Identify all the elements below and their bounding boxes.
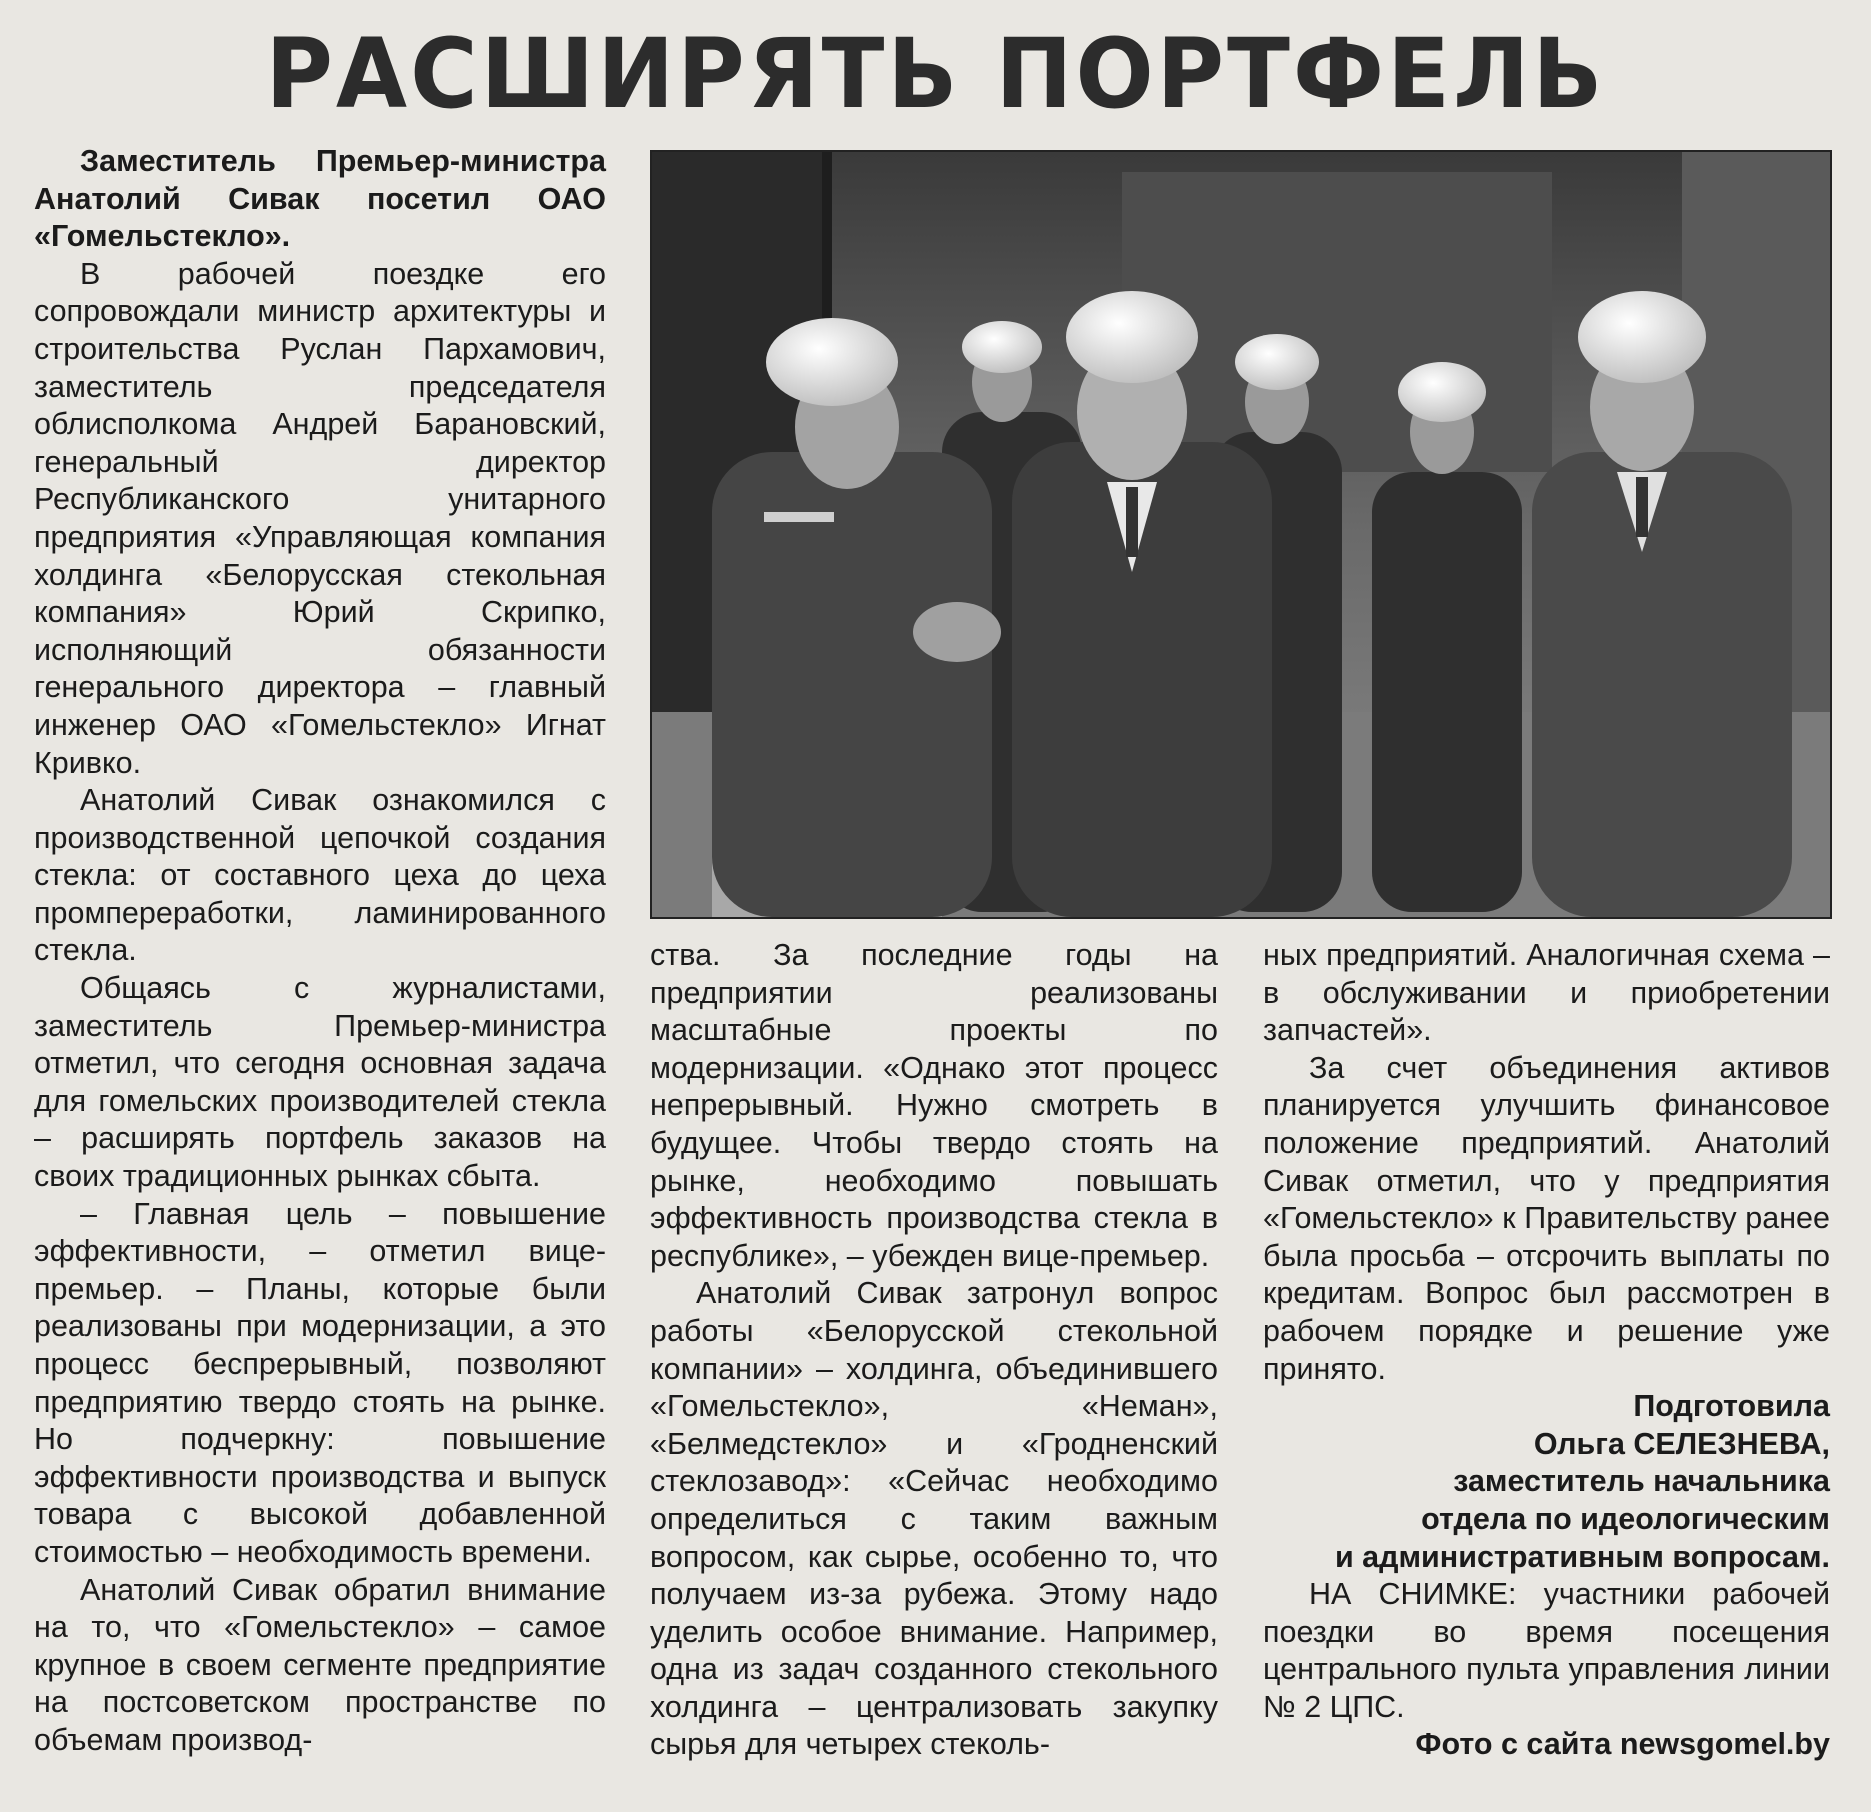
byline-line: и административным вопросам. xyxy=(1334,1539,1830,1574)
paragraph: В рабочей поездке его сопровождали министр архитектуры и строительства Руслан Пархамович, заместитель председателя облисполкома Андрей Барановский, генеральный директор Республиканского унитарного предприятия «Управляющая компания холдинга «Белорусская стекольная компания» Юрий Скрипко, исполняющий обязанности генерального директора – главный инженер ОАО «Гомельстекло» Игнат Кривко. xyxy=(34,256,606,780)
headline: РАСШИРЯТЬ ПОРТФЕЛЬ xyxy=(265,17,1606,130)
byline-line: Ольга СЕЛЕЗНЕВА, xyxy=(1533,1426,1830,1461)
paragraph: – Главная цель – повышение эффективности, – отметил вице-премьер. – Планы, которые были реализованы при модернизации, а это процесс беспрерывный, позволяют предприятию твердо стоять на рынке. Но подчеркну: повышение эффективности производства и выпуск товара с высокой добавленной стоимостью – необходимость времени. xyxy=(34,1196,606,1569)
paragraph: Анатолий Сивак ознакомился с производственной цепочкой создания стекла: от составного цеха до цеха промпереработки, ламинированного стекла. xyxy=(34,783,606,968)
photo-illustration xyxy=(652,152,1830,917)
paragraph-continued: ства. За последние годы на предприятии реализованы масштабные проекты по модернизации. «Однако этот процесс непрерывный. Нужно смотреть в будущее. Чтобы твердо стоять на рынке, необходимо повышать эффективность производства стекла в республике», – убежден вице-премьер. xyxy=(650,938,1218,1273)
paragraph: Анатолий Сивак обратил внимание на то, что «Гомельстекло» – самое крупное в своем сегменте предприятие на постсоветском пространстве по объемам производ- xyxy=(34,1572,606,1757)
paragraph: За счет объединения активов планируется улучшить финансовое положение предприятий. Анатолий Сивак отметил, что у предприятия «Гомельстекло» к Правительству ранее была просьба – отсрочить выплаты по кредитам. Вопрос был рассмотрен в рабочем порядке и решение уже принято. xyxy=(1263,1050,1830,1386)
byline-line: отдела по идеологическим xyxy=(1421,1501,1830,1536)
paragraph: Общаясь с журналистами, заместитель Премьер-министра отметил, что сегодня основная задача для гомельских производителей стекла – расширять портфель заказов на своих традиционных рынках сбыта. xyxy=(34,971,606,1194)
lead-paragraph: Заместитель Премьер-министра Анатолий Сивак посетил ОАО «Гомельстекло». xyxy=(34,144,606,254)
photo-credit: Фото с сайта newsgomel.by xyxy=(1415,1727,1830,1762)
paragraph-continued: ных предприятий. Аналогичная схема – в обслуживании и приобретении запчастей». xyxy=(1263,938,1830,1048)
photo-caption: НА СНИМКЕ: участники рабочей поездки во время посещения центрального пульта управления линии № 2 ЦПС. xyxy=(1263,1577,1830,1724)
byline-line: заместитель начальника xyxy=(1453,1464,1830,1499)
column-middle xyxy=(650,937,1218,1764)
paragraph: Анатолий Сивак затронул вопрос работы «Белорусской стекольной компании» – холдинга, объединившего «Гомельстекло», «Неман», «Белмедстекло» и «Гродненский стеклозавод»: «Сейчас необходимо определиться с таким важным вопросом, как сырье, особенно то, что получаем из-за рубежа. Этому надо уделить особое внимание. Например, одна из задач созданного стекольного холдинга – централизовать закупку сырья для четырех стеколь- xyxy=(650,1276,1218,1762)
byline-line: Подготовила xyxy=(1633,1389,1830,1424)
column-left xyxy=(34,143,606,1760)
article-photo xyxy=(650,150,1832,919)
column-right xyxy=(1263,937,1830,1764)
